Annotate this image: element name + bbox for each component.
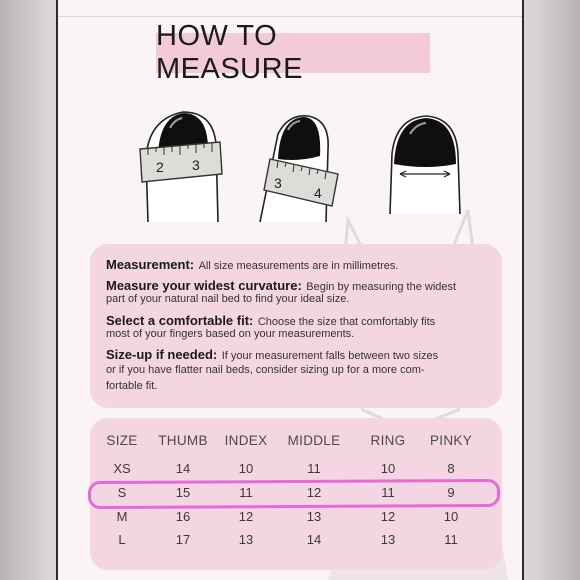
- table-cell: 14: [175, 461, 191, 476]
- finger-angled-tape-icon: [248, 104, 358, 224]
- table-cell: 13: [238, 532, 254, 547]
- page-title: HOW TO MEASURE: [156, 20, 303, 85]
- table-cell: 13: [306, 509, 322, 524]
- table-cell: 10: [380, 461, 396, 476]
- table-cell: XS: [113, 461, 131, 476]
- table-cell: 12: [380, 509, 396, 524]
- sizeup-label: Size-up if needed:: [106, 347, 218, 362]
- curvature-text: Begin by measuring the widest: [306, 281, 457, 293]
- sizing-card: [56, 0, 524, 580]
- table-cell: S: [117, 485, 127, 500]
- tape-number: 4: [314, 185, 322, 201]
- table-cell: 9: [447, 485, 455, 500]
- table-cell: M: [116, 509, 128, 524]
- measuring-instructions-panel: [90, 244, 502, 408]
- finger-diagram-width: [370, 104, 480, 224]
- fit-text-continued: most of your fingers based on your measurements.: [106, 328, 355, 340]
- table-cell: 12: [306, 485, 322, 500]
- finger-diagram-angled-tape: [248, 104, 358, 224]
- fit-text: Choose the size that comfortably fits: [257, 316, 436, 328]
- table-header-index: INDEX: [224, 433, 268, 448]
- table-cell: 10: [443, 509, 459, 524]
- table-cell: 11: [444, 532, 458, 547]
- table-cell: 8: [447, 461, 455, 476]
- table-cell: 17: [175, 532, 191, 547]
- table-cell: 15: [175, 485, 191, 500]
- table-cell: L: [118, 532, 126, 547]
- measurement-line: [106, 256, 494, 274]
- finger-front-tape-icon: [128, 104, 238, 224]
- measurement-label: Measurement:: [106, 257, 195, 272]
- highlighted-row-marker: [88, 479, 500, 509]
- table-cell: 14: [306, 532, 322, 547]
- sizeup-text-continued: or if you have flatter nail beds, consider sizing up for a more com-: [106, 364, 425, 376]
- table-cell: 13: [380, 532, 396, 547]
- table-cell: 12: [238, 509, 254, 524]
- sizeup-text: If your measurement falls between two sizes: [221, 350, 439, 362]
- sizeup-line: [106, 346, 494, 364]
- table-header-middle: MIDDLE: [287, 433, 341, 448]
- table-header-pinky: PINKY: [429, 433, 472, 448]
- table-header-ring: RING: [370, 433, 406, 448]
- curvature-text-continued: part of your natural nail bed to find your ideal size.: [106, 293, 350, 305]
- tape-number: 3: [192, 157, 200, 173]
- sizeup-text-end: fortable fit.: [106, 380, 158, 392]
- curvature-label: Measure your widest curvature:: [106, 278, 302, 293]
- table-cell: 11: [381, 485, 395, 500]
- table-cell: 11: [239, 485, 253, 500]
- table-cell: 11: [307, 461, 321, 476]
- top-divider: [58, 0, 522, 17]
- table-cell: 10: [238, 461, 254, 476]
- finger-diagram-front-tape: [128, 104, 238, 224]
- measurement-text: All size measurements are in millimetres.: [198, 260, 399, 272]
- table-header-thumb: THUMB: [158, 433, 208, 448]
- table-cell: 16: [175, 509, 191, 524]
- finger-width-arrow-icon: [370, 104, 480, 224]
- title-banner: [156, 20, 430, 85]
- fit-label: Select a comfortable fit:: [106, 313, 254, 328]
- tape-number: 2: [156, 159, 164, 175]
- table-header-size: SIZE: [106, 433, 138, 448]
- tape-number: 3: [274, 175, 282, 191]
